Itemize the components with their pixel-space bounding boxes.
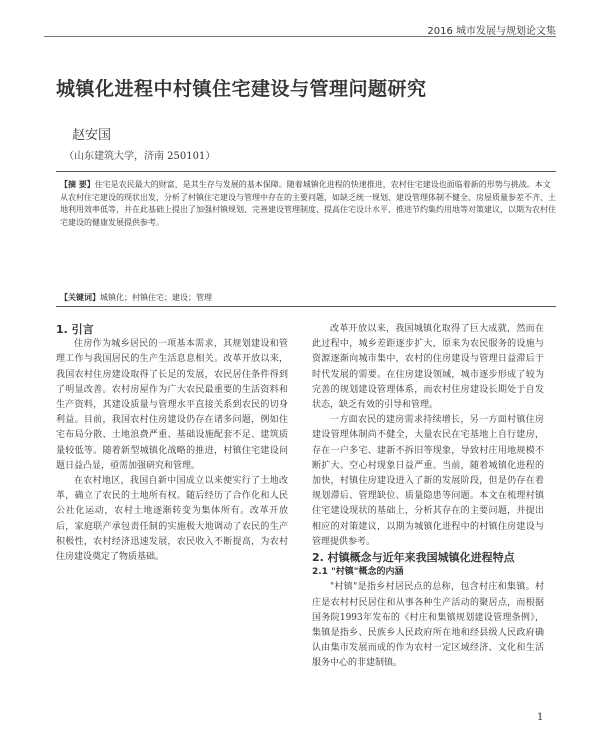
- keywords-label: 【关键词】: [60, 292, 100, 302]
- abstract-text: 住宅是农民最大的财富，是其生存与发展的基本保障。随着城镇化进程的快速推进，农村住宅建设也面临着新的形势与挑战。本文从农村住宅建设的现状出发，分析了村镇住宅建设与管理中存在的主要问题，如缺乏统一规划、建设管理体制不健全、房屋质量参差不齐、土地利用效率低等，并在此基础上提出了加强村镇规划、完善建设管理制度、提高住宅设计水平、推进节约集约用地等对策建议，以期为农村住宅建设的健康发展提供参考。: [60, 180, 556, 227]
- keywords-text: 城镇化；村镇住宅；建设；管理: [100, 293, 212, 302]
- section-1-heading: 1. 引言: [56, 323, 94, 336]
- paragraph: 住房作为城乡居民的一项基本需求，其规划建设和管理工作与我国居民的生产生活息息相关。改革开放以来，我国农村住房建设取得了长足的发展，农民居住条件得到了明显改善。农村房屋作为广大农民最重要的生活资料和生产资料，其建设质量与管理水平直接关系到农民的切身利益。目前，我国农村住房建设仍存在诸多问题，例如住宅布局分散、土地浪费严重、基础设施配套不足、建筑质量较低等。随着新型城镇化战略的推进，村镇住宅建设问题日益凸显，亟需加强研究和管理。: [56, 339, 288, 471]
- paragraph: 在农村地区，我国自新中国成立以来便实行了土地改革，确立了农民的土地所有权。随后经历了合作化和人民公社化运动，农村土地逐渐转变为集体所有。改革开放后，家庭联产承包责任制的实施极大地调动了农民的生产积极性，农村经济迅速发展，农民收入不断提高，为农村住房建设奠定了物质基础。: [56, 476, 288, 563]
- abstract: [60, 178, 556, 229]
- header-rule: [44, 36, 556, 37]
- running-header: 2016 城市发展与规划论文集: [427, 26, 556, 37]
- paragraph: 一方面农民的建房需求持续增长，另一方面村镇住房建设管理体制尚不健全，大量农民在宅基地上自行建房，存在一户多宅、建新不拆旧等现象，导致村庄用地规模不断扩大、空心村现象日益严重。当前，随着城镇化进程的加快，村镇住房建设进入了新的发展阶段，但是仍存在着规划滞后、管理缺位、质量隐患等问题。本文在梳理村镇住宅建设现状的基础上，分析其存在的主要问题，并提出相应的对策建议，以期为城镇化进程中的村镇住房建设与管理提供参考。: [312, 415, 544, 547]
- paper-title: 城镇化进程中村镇住宅建设与管理问题研究: [56, 78, 427, 100]
- abstract-bottom-rule: [56, 306, 556, 307]
- keywords: [60, 292, 556, 303]
- section-2-heading: 2. 村镇概念与近年来我国城镇化进程特点: [312, 551, 515, 565]
- page-number: 1: [537, 712, 544, 723]
- affiliation: （山东建筑大学，济南 250101）: [64, 151, 216, 162]
- author: 赵安国: [72, 128, 112, 143]
- left-column: [56, 322, 288, 565]
- abstract-top-rule: [56, 171, 556, 172]
- right-column: [312, 322, 544, 672]
- section-2-1-heading: 2.1 "村镇"概念的内涵: [312, 567, 404, 578]
- paragraph: 改革开放以来，我国城镇化取得了巨大成就，然而在此过程中，城乡差距逐步扩大，原来为农民服务的设施与资源逐渐向城市集中，农村的住房建设与管理日益滞后于时代发展的需要。在住房建设领域，城市逐步形成了较为完善的规划建设管理体系，而农村住房建设长期处于自发状态，缺乏有效的引导和管理。: [312, 324, 544, 411]
- paragraph: "村镇"是指乡村居民点的总称，包含村庄和集镇。村庄是农村村民居住和从事各种生产活动的聚居点，而根据国务院1993年发布的《村庄和集镇规划建设管理条例》，集镇是指乡、民族乡人民政府所在地和经县级人民政府确认由集市发展而成的作为农村一定区域经济、文化和生活服务中心的非建制镇。: [312, 582, 544, 669]
- abstract-label: 【摘 要】: [60, 179, 95, 189]
